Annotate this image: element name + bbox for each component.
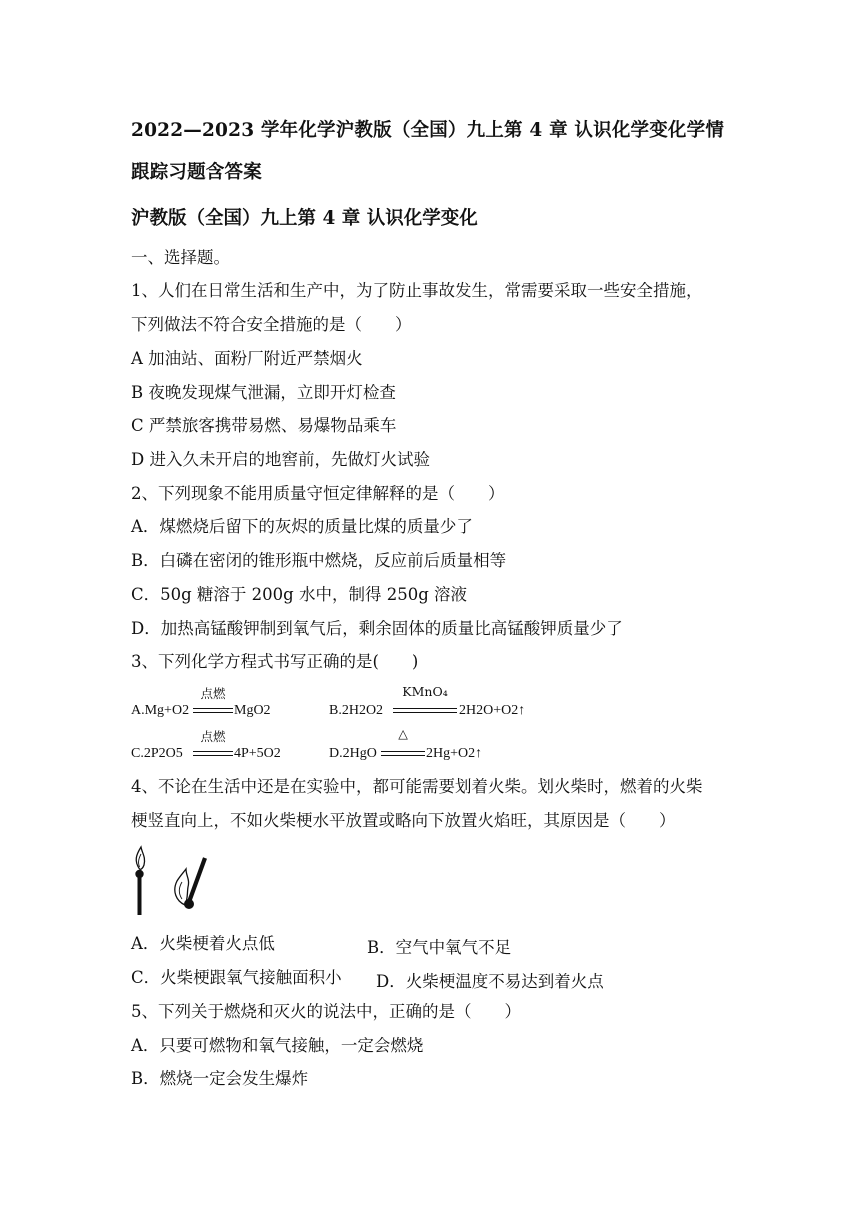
vertical-match-icon bbox=[135, 847, 144, 915]
q3-a-equals-sign bbox=[193, 708, 233, 713]
q5-option-b: B．燃烧一定会发生爆炸 bbox=[131, 1069, 309, 1088]
q2-option-a: A．煤燃烧后留下的灰烬的质量比煤的质量少了 bbox=[131, 517, 473, 536]
q5-stem: 5、下列关于燃烧和灭火的说法中，正确的是（ ） bbox=[131, 1002, 521, 1021]
q1-stem-line2: 下列做法不符合安全措施的是（ ） bbox=[131, 315, 412, 334]
matchstick-figure bbox=[128, 843, 218, 918]
q2-option-b: B．白磷在密闭的锥形瓶中燃烧，反应前后质量相等 bbox=[131, 551, 507, 570]
q3-d-condition: △ bbox=[398, 726, 408, 741]
q3-a-condition: 点燃 bbox=[200, 686, 226, 701]
q3-d-products: 2Hg+O2↑ bbox=[426, 746, 483, 761]
q2-option-d: D．加热高锰酸钾制到氧气后，剩余固体的质量比高锰酸钾质量少了 bbox=[131, 619, 623, 638]
q3-stem: 3、下列化学方程式书写正确的是( ) bbox=[131, 652, 419, 671]
q4-option-c: C．火柴梗跟氧气接触面积小 bbox=[131, 968, 342, 987]
q4-stem-line2: 梗竖直向上，不如火柴梗水平放置或略向下放置火焰旺，其原因是（ ） bbox=[131, 811, 676, 830]
q3-b-reactants: B.2H2O2 bbox=[329, 703, 384, 718]
doc-title-line2: 跟踪习题含答案 bbox=[131, 162, 262, 183]
q3-a-products: MgO2 bbox=[234, 703, 271, 718]
q3-c-condition: 点燃 bbox=[200, 729, 226, 744]
q1-stem-line1: 1、人们在日常生活和生产中，为了防止事故发生，常需要采取一些安全措施， bbox=[131, 281, 703, 300]
q3-b-products: 2H2O+O2↑ bbox=[459, 703, 526, 718]
q1-option-d: D 进入久未开启的地窖前，先做灯火试验 bbox=[131, 450, 430, 469]
q3-d-reactants: D.2HgO bbox=[329, 746, 377, 761]
q1-option-b: B 夜晚发现煤气泄漏，立即开灯检查 bbox=[131, 383, 396, 402]
q3-c-reactants: C.2P2O5 bbox=[131, 746, 183, 761]
q4-option-d: D．火柴梗温度不易达到着火点 bbox=[376, 972, 604, 991]
q3-b-condition: KMnO₄ bbox=[402, 684, 448, 699]
q1-option-c: C 严禁旅客携带易燃、易爆物品乘车 bbox=[131, 416, 397, 435]
q3-c-products: 4P+5O2 bbox=[234, 746, 281, 761]
q3-b-equals-sign bbox=[393, 708, 457, 713]
q5-option-a: A．只要可燃物和氧气接触，一定会燃烧 bbox=[131, 1036, 424, 1055]
q1-option-a: A 加油站、面粉厂附近严禁烟火 bbox=[131, 349, 363, 368]
q3-d-equals-sign bbox=[381, 751, 425, 756]
q2-option-c: C．50g 糖溶于 200g 水中，制得 250g 溶液 bbox=[131, 585, 468, 604]
section-heading: 一、选择题。 bbox=[131, 248, 230, 267]
doc-subtitle: 沪教版（全国）九上第 4 章 认识化学变化 bbox=[131, 208, 478, 229]
tilted-match-icon bbox=[175, 858, 205, 909]
q2-stem: 2、下列现象不能用质量守恒定律解释的是（ ） bbox=[131, 484, 505, 503]
q3-c-equals-sign bbox=[193, 751, 233, 756]
q4-option-a: A．火柴梗着火点低 bbox=[131, 934, 275, 953]
q3-a-reactants: A.Mg+O2 bbox=[131, 703, 190, 718]
q4-option-b: B．空气中氧气不足 bbox=[367, 938, 512, 957]
doc-title-line1: 2022—2023 学年化学沪教版（全国）九上第 4 章 认识化学变化学情 bbox=[131, 120, 725, 141]
q4-stem-line1: 4、不论在生活中还是在实验中，都可能需要划着火柴。划火柴时，燃着的火柴 bbox=[131, 777, 703, 796]
